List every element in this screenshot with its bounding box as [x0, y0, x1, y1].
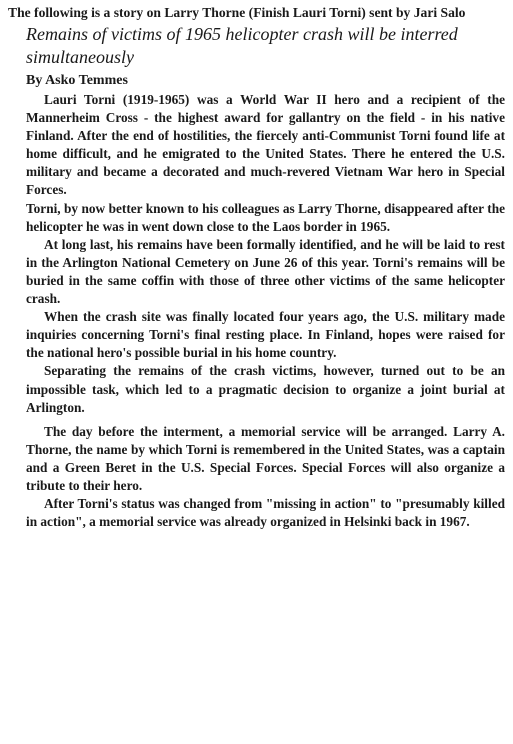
paragraph-joint-burial: Separating the remains of the crash victims, however, turned out to be an impossible task, which led to a pragmatic decision to organize a joint burial at Arlington.: [26, 363, 505, 415]
paragraph-torni-bio: Lauri Torni (1919-1965) was a World War II hero and a recipient of the Mannerheim Cross - the highest award for gallantry on the field - in his native Finland. After the end of hostilities, the fiercely anti-Communist Torni found life at home difficult, and he emigrated to the United States. There he entered the U.S. military and became a decorated and much-revered Vietnam War hero in Special Forces.: [26, 92, 505, 198]
paragraph-identification: At long last, his remains have been formally identified, and he will be laid to rest in the Arlington National Cemetery on June 26 of this year. Torni's remains will be buried in the same coffin with those of three other victims of the same helicopter crash.: [26, 236, 505, 307]
paragraph-disappearance: Torni, by now better known to his colleagues as Larry Thorne, disappeared after the helicopter he was in went down close to the Laos border in 1965.: [26, 200, 505, 234]
paragraph-memorial-service: The day before the interment, a memorial service will be arranged. Larry A. Thorne, the name by which Torni is remembered in the United States, was a captain and a Green Beret in the U.S. Special Forces. Special Forces will also organize a tribute to their hero.: [26, 423, 505, 493]
article-body: [26, 91, 505, 531]
article-byline: By Asko Temmes: [26, 73, 128, 88]
intro-line: The following is a story on Larry Thorne (Finish Lauri Torni) sent by Jari Salo: [8, 5, 466, 20]
article-headline: Remains of victims of 1965 helicopter crash will be interred simultaneously: [26, 24, 458, 67]
paragraph-helsinki-memorial: After Torni's status was changed from "missing in action" to "presumably killed in action", a memorial service was already organized in Helsinki back in 1967.: [26, 496, 505, 530]
paragraph-crash-site: When the crash site was finally located four years ago, the U.S. military made inquiries concerning Torni's final resting place. In Finland, hopes were raised for the national hero's possible burial in his home country.: [26, 309, 505, 361]
